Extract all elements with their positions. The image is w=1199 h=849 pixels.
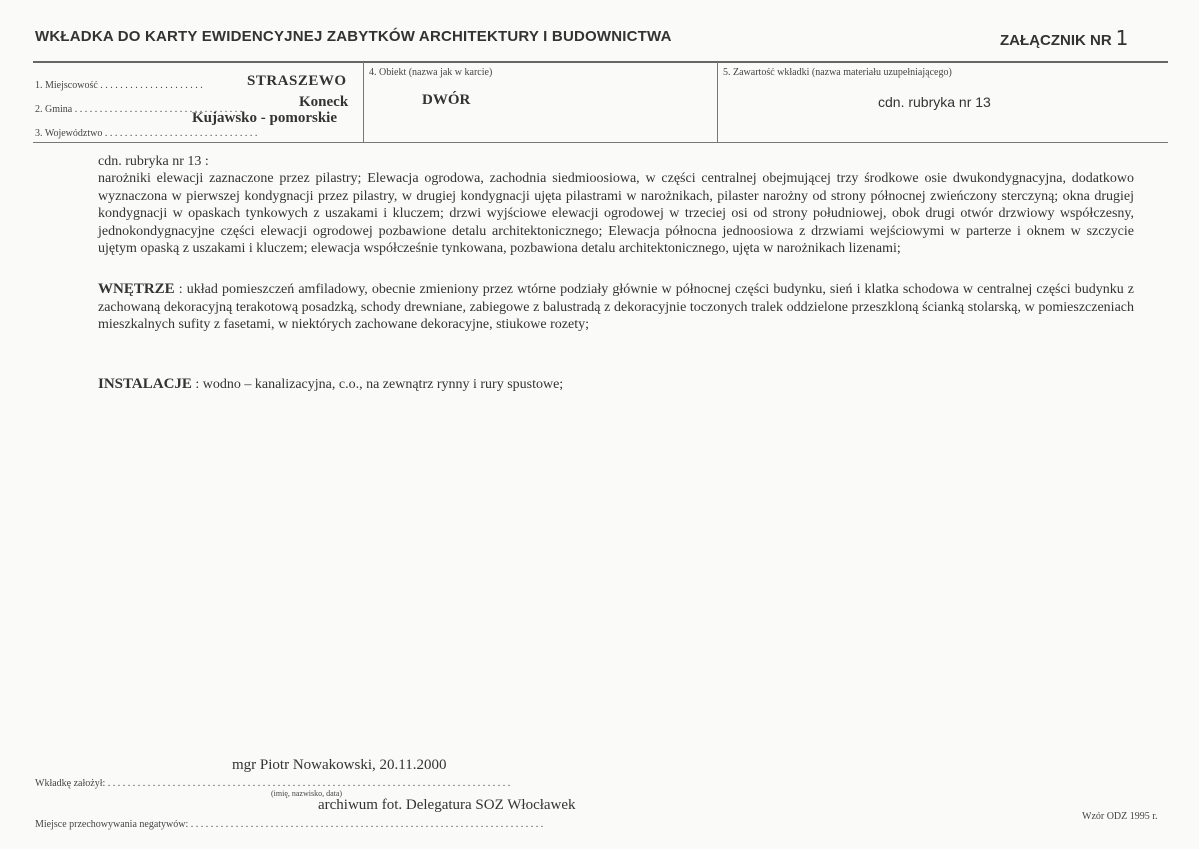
locality-value: STRASZEWO bbox=[247, 73, 347, 89]
description-body bbox=[98, 153, 1134, 393]
author-hint: (imię, nazwisko, data) bbox=[271, 789, 343, 798]
installations-heading: INSTALACJE bbox=[98, 375, 192, 392]
annex-label-text: ZAŁĄCZNIK NR bbox=[1000, 32, 1112, 49]
header-rule bbox=[33, 61, 1168, 63]
object-value: DWÓR bbox=[422, 92, 471, 108]
object-label: 4. Obiekt (nazwa jak w karcie) bbox=[369, 67, 493, 78]
locality-field: 1. Miejscowość . . . . . . . . . . . . . . . . . . . . . bbox=[35, 80, 203, 91]
storage-value: archiwum fot. Delegatura SOZ Włocławek bbox=[318, 797, 576, 813]
interior-paragraph bbox=[98, 281, 1134, 333]
locality-label: 1. Miejscowość bbox=[35, 80, 98, 91]
form-title: WKŁADKA DO KARTY EWIDENCYJNEJ ZABYTKÓW ARCHITEKTURY I BUDOWNICTWA bbox=[35, 28, 672, 45]
fields-bottom-rule bbox=[33, 142, 1168, 143]
commune-label: 2. Gmina bbox=[35, 104, 73, 115]
author-field: Wkładkę założył: . . . . . . . . . . . . . . . . . . . . . . . . . . . . . . . . . . . . . . . . . . . . . . . . . . . . . . . . . . . . . . . . . . . . . . . . . . . . . . . . . bbox=[35, 778, 511, 789]
content-label: 5. Zawartość wkładki (nazwa materiału uzupełniającego) bbox=[723, 67, 952, 78]
content-value: cdn. rubryka nr 13 bbox=[878, 94, 991, 110]
author-label: Wkładkę założył: bbox=[35, 778, 106, 789]
column-divider-2 bbox=[717, 62, 718, 142]
facade-paragraph: narożniki elewacji zaznaczone przez pilastry; Elewacja ogrodowa, zachodnia siedmioosiowa, w części centralnej obejmującej trzy środkowe osie dwukondygnacyjna, dodatkowo wyznaczona w pierwszej kondygnacji przez pilastry, w drugiej kondygnacji ujęta pilastrami w narożnikach, pilaster narożny od strony północnej zwieńczony sterczyną; okna drugiej kondygnacji w opaskach tynkowych z uszakami i kluczem; drzwi wyjściowe elewacji ogrodowej w trzeciej osi od strony południowej, obok drugi otwór drzwiowy współczesny, jednokondygnacyjne części elewacji ogrodowej pozbawione detalu architektonicznego; Elewacja północna jednoosiowa z drzwiami wejściowymi w parterze i oknem w szczycie ujętym opaską z uszakami i kluczem; elewacja współcześnie tynkowana, pozbawiona detalu architektonicznego, ujęta w narożnikach lizenami; bbox=[98, 171, 1134, 257]
storage-label: Miejsce przechowywania negatywów: bbox=[35, 819, 189, 830]
commune-value: Koneck bbox=[299, 94, 349, 110]
voivodeship-value: Kujawsko - pomorskie bbox=[192, 110, 338, 126]
storage-field: Miejsce przechowywania negatywów: . . . . . . . . . . . . . . . . . . . . . . . . . . . . . . . . . . . . . . . . . . . . . . . . . . . . . . . . . . . . . . . . . . . . . . . bbox=[35, 819, 544, 830]
form-code: Wzór ODZ 1995 r. bbox=[1082, 811, 1158, 822]
annex-number: 1 bbox=[1115, 26, 1129, 50]
author-value: mgr Piotr Nowakowski, 20.11.2000 bbox=[232, 757, 447, 773]
voivodeship-label: 3. Województwo bbox=[35, 128, 103, 139]
installations-text: : wodno – kanalizacyjna, c.o., na zewnątrz rynny i rury spustowe; bbox=[191, 376, 564, 392]
voivodeship-field: 3. Województwo . . . . . . . . . . . . . . . . . . . . . . . . . . . . . . . bbox=[35, 128, 258, 139]
interior-text: : układ pomieszczeń amfiladowy, obecnie zmieniony przez wtórne podziały głównie w północnej części budynku, sień i klatka schodowa w centralnej części budynku z zachowaną dekoracyjną terakotową posadzką, schody drewniane, zabiegowe z balustradą z dekoracyjnie toczonych tralek oddzielone przeszkloną ścianką stolarską, w pomieszczeniach mieszkalnych sufity z fasetami, w niektórych zachowane dekoracyjne, stiukowe rozety; bbox=[98, 282, 1134, 333]
interior-heading: WNĘTRZE bbox=[98, 281, 175, 298]
installations-paragraph bbox=[98, 376, 1134, 393]
column-divider-1 bbox=[363, 62, 364, 142]
continuation-label: cdn. rubryka nr 13 : bbox=[98, 154, 209, 169]
annex-label bbox=[1000, 26, 1128, 50]
commune-field: 2. Gmina . . . . . . . . . . . . . . . . . . . . . . . . . . . . . . . . . . bbox=[35, 104, 243, 115]
